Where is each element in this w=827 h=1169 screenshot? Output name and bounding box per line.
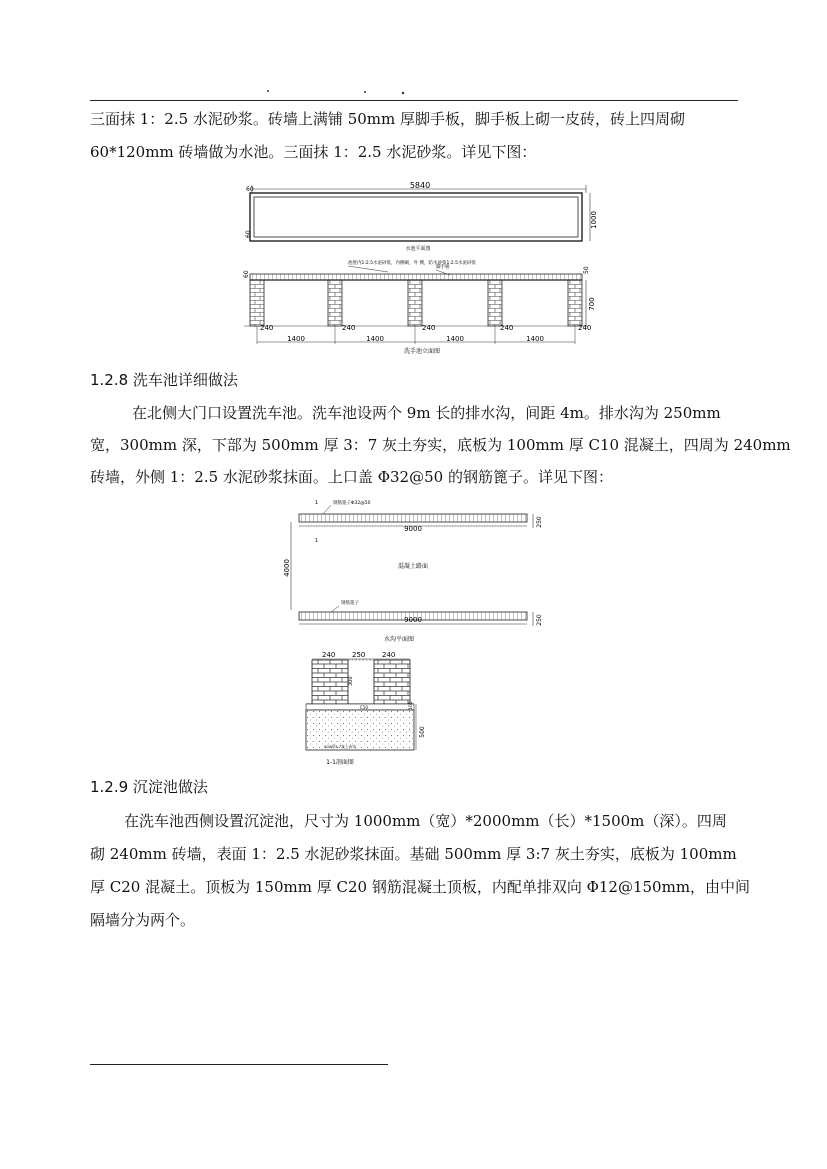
plan-caption: 水池平面图 [405,246,431,252]
plan-wall-dim-2: 60 [245,230,252,238]
figure-trench-plan [285,498,555,648]
sec-dim-w1: 240 [322,651,336,659]
sec-caption: 1-1剖面图 [326,759,354,766]
span-2: 1400 [366,335,384,343]
span-4: 1400 [526,335,544,343]
intro-line-2: 60*120mm 砖墙做为水池。三面抹 1：2.5 水泥砂浆。详见下图： [90,143,537,161]
sec-slab-note: C10 [360,705,368,710]
elev-height-dim: 700 [588,297,596,311]
trench-length-top: 9000 [404,525,422,533]
figure-washbasin [240,180,600,360]
trench-width-bottom: 250 [536,614,543,626]
washbasin-plan [245,181,598,252]
figure-trench-section [300,650,430,768]
trench-width-top: 250 [536,516,543,528]
sec-found-note: 500厚3:7灰土夯实 [324,744,357,749]
plan-width-dim: 1000 [590,211,598,229]
washbasin-elevation [243,259,596,355]
heading-1-2-9: 1.2.9 沉淀池做法 [90,778,208,796]
elev-note-left: 池壁内1:2.5水泥砂浆，内侧刷，外 侧，防水砂浆1:2.5水泥砂浆 [348,261,476,266]
road-label: 混凝土路面 [397,563,429,570]
s129-line-3: 厚 C20 混凝土。顶板为 150mm 厚 C20 钢筋混凝土顶板，内配单排双向 Φ12@150mm，由中间 [90,878,751,896]
intro-line-1: 三面抹 1：2.5 水泥砂浆。砖墙上满铺 50mm 厚脚手板，脚手板上砌一皮砖，砖上四周砌 [90,110,686,128]
section-mark-1a: 1 [315,500,319,506]
pier-width-2: 240 [342,324,356,332]
plan-length-dim: 5840 [409,181,431,190]
footnote-rule [90,1064,388,1065]
span-1: 1400 [287,335,305,343]
pier-width-3: 240 [422,324,436,332]
sec-base-dim: 100 [409,701,414,710]
elev-caption: 洗手池立面图 [403,348,441,355]
elev-note-right: 脚手板 [436,265,450,270]
heading-1-2-8: 1.2.8 洗车池详细做法 [90,371,238,389]
plan-wall-dim: 60 [246,186,254,193]
header-marks [260,86,410,96]
trench-note-top: 钢筋篦子Φ32@50 [333,501,371,506]
sec-found-dim: 500 [419,726,426,738]
sec-dim-gap: 250 [352,651,366,659]
header-rule [90,100,738,101]
pier-width-1: 240 [260,324,274,332]
s129-line-2: 砌 240mm 砖墙，表面 1：2.5 水泥砂浆抹面。基础 500mm 厚 3:7 灰土夯实，底板为 100mm [90,845,737,863]
elev-top-dim-right: 50 [583,266,590,274]
trench-spacing: 4000 [283,559,291,577]
s128-line-3: 砖墙，外侧 1：2.5 水泥砂浆抹面。上口盖 Φ32@50 的钢筋篦子。详见下图： [90,468,613,486]
s128-line-2: 宽，300mm 深，下部为 500mm 厚 3：7 灰土夯实，底板为 100mm 厚 C10 混凝土，四周为 240mm [90,436,791,454]
sec-dim-w2: 240 [382,651,396,659]
sec-depth: 300 [348,676,354,686]
section-mark-1b: 1 [315,538,319,544]
trench-plan-caption: 水沟平面图 [383,636,415,643]
s129-line-1: 在洗车池西侧设置沉淀池，尺寸为 1000mm（宽）*2000mm（长）*1500m（深）。四周 [124,812,727,830]
pier-width-4: 240 [500,324,514,332]
span-3: 1400 [446,335,464,343]
trench-length-bottom: 9000 [404,616,422,624]
elev-top-dim-left: 60 [243,270,250,278]
trench-note-bottom: 钢筋篦子 [341,601,359,606]
s129-line-4: 隔墙分为两个。 [90,911,196,929]
s128-line-1: 在北侧大门口设置洗车池。洗车池设两个 9m 长的排水沟，间距 4m。排水沟为 250mm [132,404,721,422]
pier-width-5: 240 [578,324,592,332]
